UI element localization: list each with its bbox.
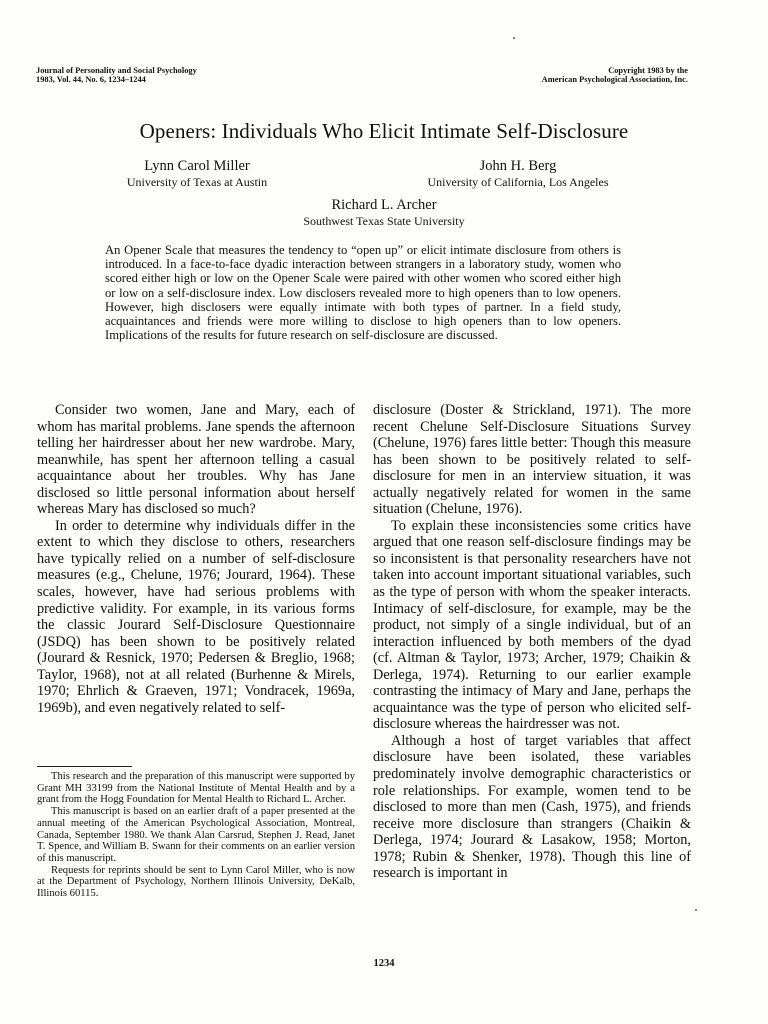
journal-volume: 1983, Vol. 44, No. 6, 1234–1244 bbox=[36, 75, 146, 85]
author-block bbox=[380, 158, 656, 189]
author-block bbox=[200, 197, 568, 228]
author-name: Lynn Carol Miller bbox=[144, 158, 250, 174]
body-paragraph: In order to determine why individuals differ in the extent to which they disclose to others, researchers have typically relied on a number of self-disclosure measures (e.g., Chelune, 1976; Jourard, 1964). These scales, however, have had serious problems with predictive validity. For example, in its various forms the classic Jourard Self-Disclosure Questionnaire (JSDQ) has been shown to be positively related (Jourard & Resnick, 1970; Pedersen & Breglio, 1968; Taylor, 1968), not at all related (Burhenne & Mirels, 1970; Ehrlich & Graeven, 1971; Vondracek, 1969a, 1969b), and even negatively related to self- bbox=[37, 517, 355, 716]
body-paragraph: Although a host of target variables that affect disclosure have been isolated, these variables predominately involve demographic characteristics or role relationships. For example, women tend to be disclosed to more than men (Cash, 1975), and friends receive more disclosure than strangers (Chaikin & Derlega, 1974; Jourard & Lasakow, 1958; Morton, 1978; Rubin & Shenker, 1978). Though this line of research is important in bbox=[373, 732, 691, 882]
scan-speck bbox=[695, 909, 697, 911]
author-affiliation: Southwest Texas State University bbox=[303, 214, 465, 228]
footnote: This manuscript is based on an earlier draft of a paper presented at the annual meeting of the American Psychological Association, Montreal, Canada, September 1980. We thank Alan Carsrud, Stephen J. Read, Janet T. Spence, and William B. Swann for their comments on an earlier version of this manuscript. bbox=[37, 806, 355, 864]
abstract bbox=[105, 243, 621, 342]
journal-name: Journal of Personality and Social Psychology bbox=[36, 66, 197, 75]
footnote: Requests for reprints should be sent to Lynn Carol Miller, who is now at the Department of Psychology, Northern Illinois University, DeKalb, Illinois 60115. bbox=[37, 864, 355, 900]
paper-title: Openers: Individuals Who Elicit Intimate Self-Disclosure bbox=[139, 119, 629, 143]
author-name: Richard L. Archer bbox=[331, 197, 437, 213]
copyright-notice bbox=[542, 66, 688, 84]
author-block bbox=[90, 158, 304, 189]
footnote: This research and the preparation of this manuscript were supported by Grant MH 33199 from the National Institute of Mental Health and by a grant from the Hogg Foundation for Mental Health to Richard L. Archer. bbox=[37, 771, 355, 806]
body-paragraph: Consider two women, Jane and Mary, each of whom has marital problems. Jane spends the afternoon telling her hairdresser about her new wardrobe. Mary, meanwhile, has spent her afternoon telling a casual acquaintance about her troubles. Why has Jane disclosed so little personal information about herself whereas Mary has disclosed so much? bbox=[37, 402, 355, 518]
body-column-right bbox=[373, 402, 691, 882]
author-affiliation: University of Texas at Austin bbox=[126, 175, 268, 189]
journal-citation bbox=[36, 66, 197, 84]
footnotes bbox=[37, 771, 355, 900]
author-name: John H. Berg bbox=[479, 158, 557, 174]
footnote-divider bbox=[37, 766, 132, 767]
author-affiliation: University of California, Los Angeles bbox=[427, 175, 609, 189]
body-paragraph: disclosure (Doster & Strickland, 1971). The more recent Chelune Self-Disclosure Situations Survey (Chelune, 1976) fares little better: Though this measure has been shown to be positively related to self-disclosure for men in an interview situation, it was actually negatively related for women in the same situation (Chelune, 1976). bbox=[373, 402, 691, 518]
body-column-left bbox=[37, 402, 355, 716]
abstract-text: An Opener Scale that measures the tendency to “open up” or elicit intimate disclosure from others is introduced. In a face-to-face dyadic interaction between strangers in a laboratory study, women who scored either high or low on the Opener Scale were paired with other women who scored either high or low on a self-disclosure index. Low disclosers revealed more to high openers than to low openers. However, high disclosers were equally intimate with both types of partner. In a field study, acquaintances and friends were more willing to disclose to high openers than to low openers. Implications of the results for future research on self-disclosure are discussed. bbox=[105, 243, 621, 343]
body-paragraph: To explain these inconsistencies some critics have argued that one reason self-disclosure findings may be so inconsistent is that personality researchers have not taken into account important situational variables, such as the type of person with whom the speaker interacts. Intimacy of self-disclosure, for example, may be the product, not simply of a single individual, but of an interaction influenced by both members of the dyad (cf. Altman & Taylor, 1973; Archer, 1979; Chaikin & Derlega, 1974). Returning to our earlier example contrasting the intimacy of Mary and Jane, perhaps the acquaintance was the type of person who elicited self-disclosure whereas the hairdresser was not. bbox=[373, 517, 691, 733]
copyright-year: Copyright 1983 by the bbox=[608, 66, 688, 75]
scan-speck bbox=[513, 37, 515, 39]
page-number: 1234 bbox=[373, 958, 395, 969]
copyright-holder: American Psychological Association, Inc. bbox=[541, 75, 688, 85]
